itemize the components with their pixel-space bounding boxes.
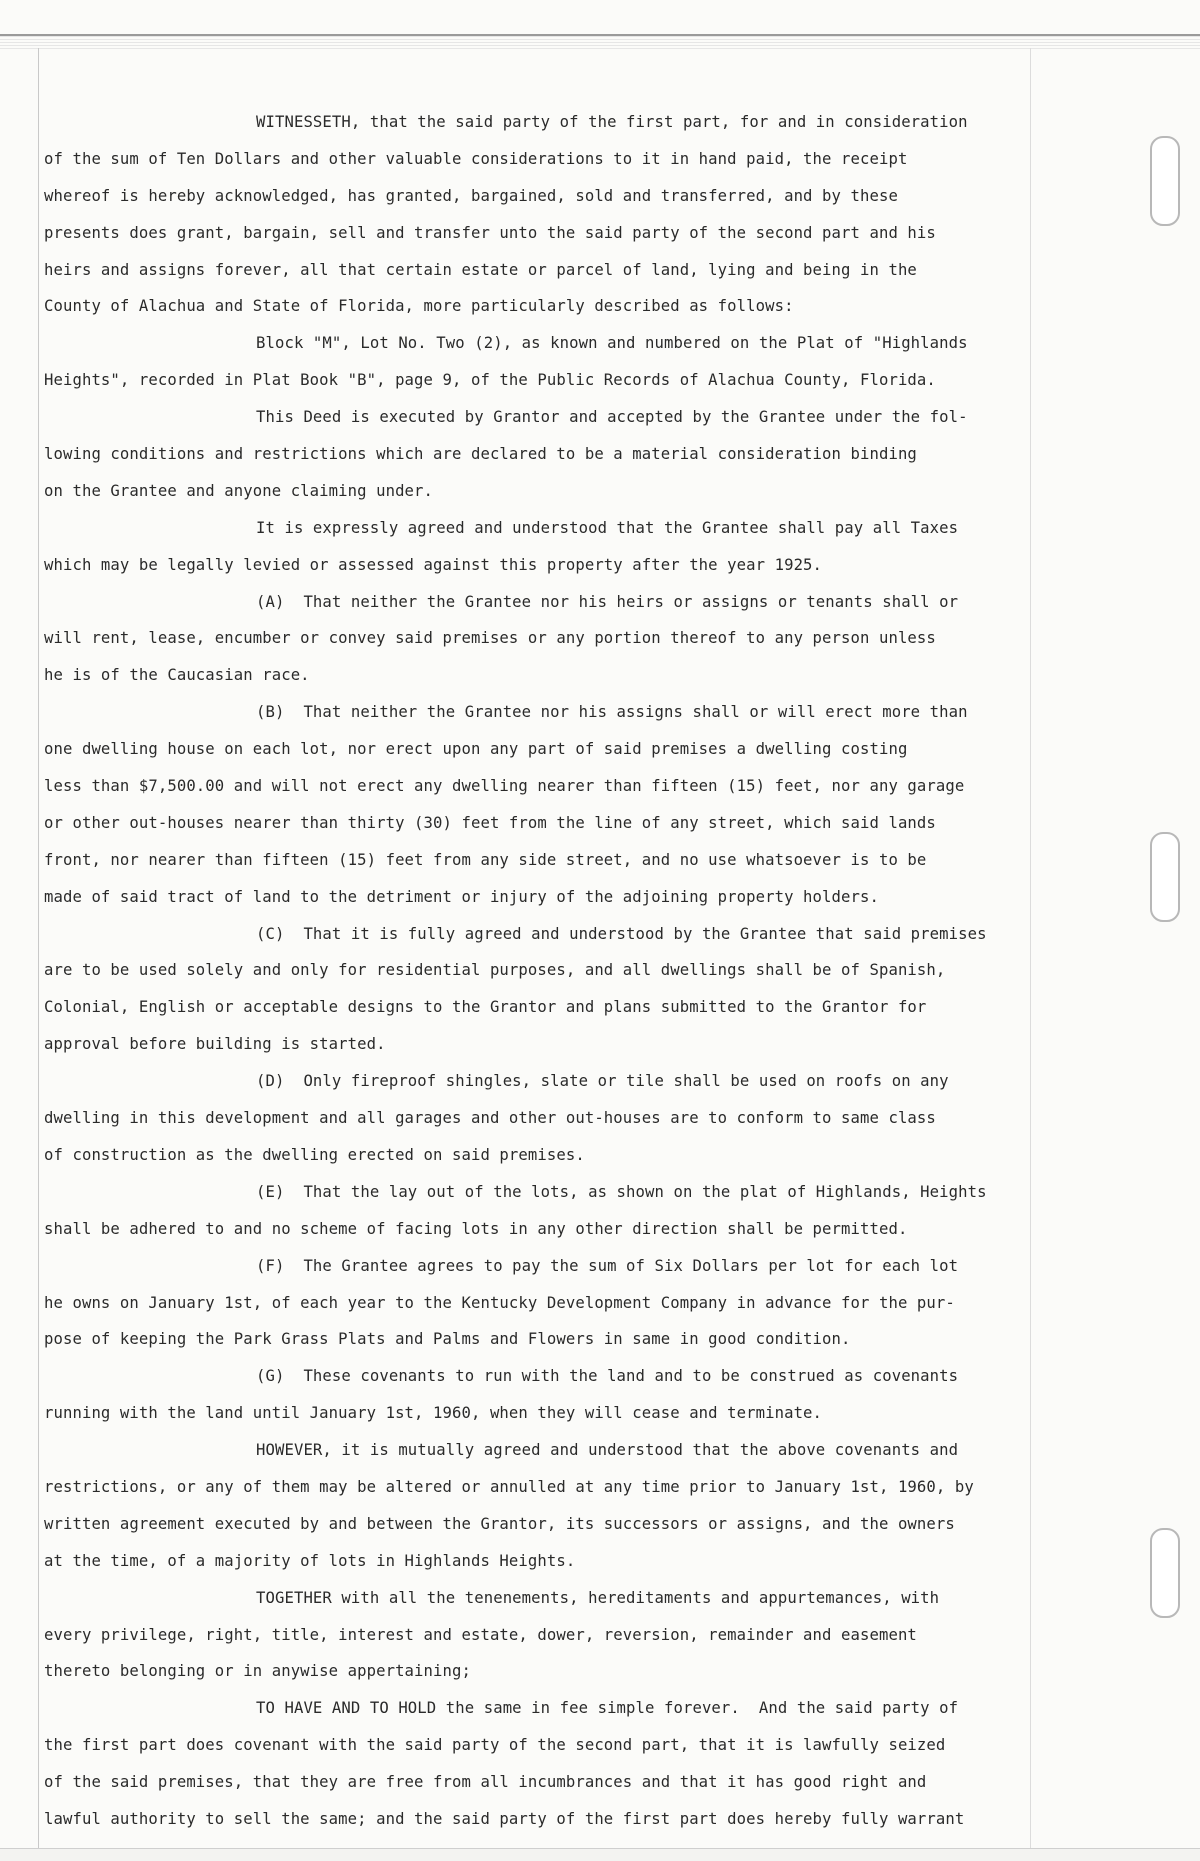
deed-line: heirs and assigns forever, all that certain estate or parcel of land, lying and being in the: [44, 260, 917, 279]
deed-line: lawful authority to sell the same; and the said party of the first part does hereby fully warrant: [44, 1809, 965, 1828]
deed-line: of the sum of Ten Dollars and other valuable considerations to it in hand paid, the receipt: [44, 149, 908, 168]
deed-line: approval before building is started.: [44, 1035, 386, 1054]
deed-line: or other out-houses nearer than thirty (30) feet from the line of any street, which said lands: [44, 813, 936, 832]
deed-line: at the time, of a majority of lots in Highlands Heights.: [44, 1551, 576, 1570]
deed-line: dwelling in this development and all garages and other out-houses are to conform to same class: [44, 1109, 936, 1128]
deed-line: will rent, lease, encumber or convey said premises or any portion thereof to any person unless: [44, 629, 936, 648]
deed-line: (E) That the lay out of the lots, as shown on the plat of Highlands, Heights: [256, 1182, 987, 1201]
deed-line: Colonial, English or acceptable designs to the Grantor and plans submitted to the Grantor for: [44, 998, 927, 1017]
deed-body-text: [44, 104, 1034, 1838]
deed-line: he owns on January 1st, of each year to the Kentucky Development Company in advance for the pur-: [44, 1293, 955, 1312]
deed-line: Heights", recorded in Plat Book "B", page 9, of the Public Records of Alachua County, Florida.: [44, 371, 936, 390]
deed-line: he is of the Caucasian race.: [44, 666, 310, 685]
punch-hole-middle: [1150, 832, 1180, 922]
deed-line: on the Grantee and anyone claiming under.: [44, 481, 434, 500]
deed-line: the first part does covenant with the said party of the second part, that it is lawfully seized: [44, 1736, 946, 1755]
deed-line: made of said tract of land to the detriment or injury of the adjoining property holders.: [44, 887, 879, 906]
deed-line: (A) That neither the Grantee nor his heirs or assigns or tenants shall or: [256, 592, 959, 611]
deed-line: of the said premises, that they are free from all incumbrances and that it has good right and: [44, 1773, 927, 1792]
deed-line: pose of keeping the Park Grass Plats and Palms and Flowers in same in good condition.: [44, 1330, 851, 1349]
deed-line: (C) That it is fully agreed and understood by the Grantee that said premises: [256, 924, 987, 943]
deed-line: one dwelling house on each lot, nor erect upon any part of said premises a dwelling costing: [44, 740, 908, 759]
punch-hole-bottom: [1150, 1528, 1180, 1618]
deed-line: whereof is hereby acknowledged, has granted, bargained, sold and transferred, and by these: [44, 186, 898, 205]
deed-line: WITNESSETH, that the said party of the first part, for and in consideration: [256, 113, 968, 131]
deed-line: TO HAVE AND TO HOLD the same in fee simple forever. And the said party of: [256, 1699, 959, 1718]
deed-line: lowing conditions and restrictions which are declared to be a material consideration binding: [44, 445, 917, 464]
deed-line: TOGETHER with all the tenenements, hereditaments and appurtemances, with: [256, 1588, 940, 1607]
deed-line: shall be adhered to and no scheme of facing lots in any other direction shall be permitted.: [44, 1219, 908, 1238]
deed-line: This Deed is executed by Grantor and accepted by the Grantee under the fol-: [256, 408, 968, 427]
deed-line: (B) That neither the Grantee nor his assigns shall or will erect more than: [256, 703, 968, 722]
deed-line: County of Alachua and State of Florida, more particularly described as follows:: [44, 297, 794, 316]
deed-line: restrictions, or any of them may be altered or annulled at any time prior to January 1st, 1960, by: [44, 1477, 974, 1496]
deed-line: thereto belonging or in anywise appertaining;: [44, 1662, 471, 1681]
deed-line: It is expressly agreed and understood that the Grantee shall pay all Taxes: [256, 518, 959, 537]
deed-line: written agreement executed by and between the Grantor, its successors or assigns, and the owners: [44, 1514, 955, 1533]
deed-line: front, nor nearer than fifteen (15) feet from any side street, and no use whatsoever is to be: [44, 850, 927, 869]
punch-hole-top: [1150, 136, 1180, 226]
deed-line: every privilege, right, title, interest and estate, dower, reversion, remainder and easement: [44, 1625, 917, 1644]
deed-line: presents does grant, bargain, sell and transfer unto the said party of the second part and his: [44, 223, 936, 242]
deed-line: (G) These covenants to run with the land and to be construed as covenants: [256, 1367, 959, 1386]
deed-line: Block "M", Lot No. Two (2), as known and numbered on the Plat of "Highlands: [256, 334, 968, 353]
deed-line: HOWEVER, it is mutually agreed and understood that the above covenants and: [256, 1441, 959, 1460]
deed-line: of construction as the dwelling erected on said premises.: [44, 1145, 585, 1164]
deed-line: less than $7,500.00 and will not erect any dwelling nearer than fifteen (15) feet, nor any garage: [44, 777, 965, 796]
deed-line: running with the land until January 1st, 1960, when they will cease and terminate.: [44, 1404, 823, 1423]
deed-line: which may be legally levied or assessed against this property after the year 1925.: [44, 555, 823, 574]
left-margin-line: [38, 48, 39, 1860]
page-top-edge: [0, 34, 1200, 50]
deed-line: are to be used solely and only for residential purposes, and all dwellings shall be of Spanish,: [44, 961, 946, 980]
deed-line: (F) The Grantee agrees to pay the sum of Six Dollars per lot for each lot: [256, 1256, 959, 1275]
page-bottom-edge: [0, 1848, 1200, 1861]
deed-line: (D) Only fireproof shingles, slate or tile shall be used on roofs on any: [256, 1072, 949, 1091]
